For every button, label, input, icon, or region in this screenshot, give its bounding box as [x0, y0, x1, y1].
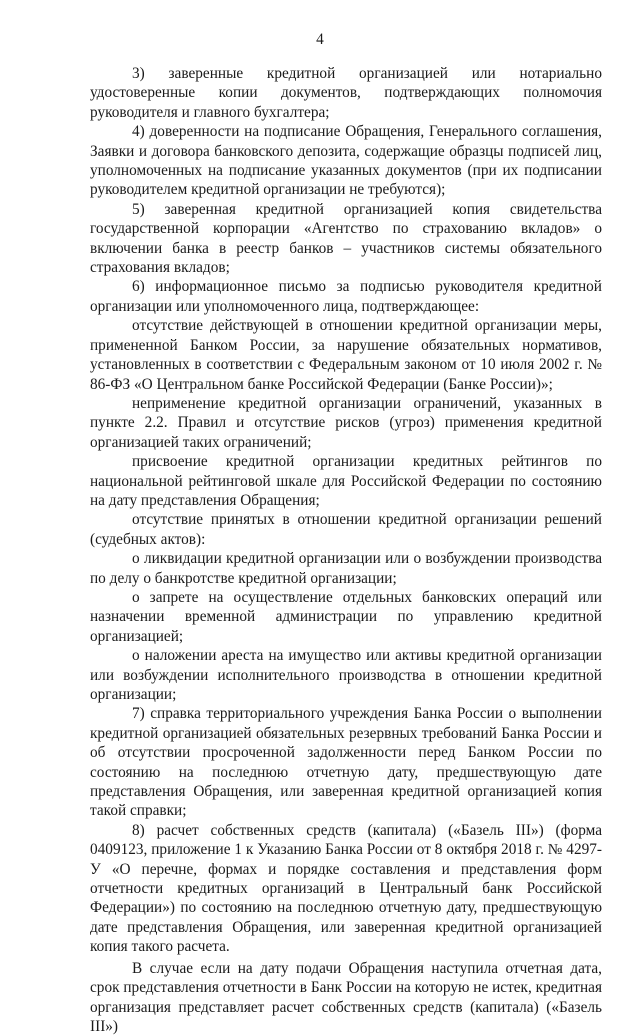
- paragraph-ratings: присвоение кредитной организации кредитных рейтингов по национальной рейтинговой шкале для Российской Федерации по состоянию на дату представления Обращения;: [90, 453, 602, 509]
- paragraph-item-8: 8) расчет собственных средств (капитала) («Базель III») (форма 0409123, приложение 1 к Указанию Банка России от 8 октября 2018 г. № 4297-У «О перечне, формах и порядке составления и представления форм отчетности кредитных организаций в Центральный банк Российской Федерации») по состоянию на последнюю отчетную дату, предшествующую дате представления Обращения, или заверенная кредитной организацией копия такого расчета.: [90, 821, 602, 956]
- paragraph-no-measures: отсутствие действующей в отношении кредитной организации меры, примененной Банком России, за нарушение обязательных нормативов, установленных в соответствии с Федеральным законом от 10 июля 2002 г. № 86-ФЗ «О Центральном банке Российской Федерации (Банке России)»;: [90, 317, 602, 393]
- paragraph-item-7: 7) справка территориального учреждения Банка России о выполнении кредитной организацией обязательных резервных требований Банка России и об отсутствии просроченной задолженности перед Банком России по состоянию на последнюю отчетную дату, предшествующую дате представления Обращения, или заверенная кредитной организацией копия такой справки;: [90, 705, 602, 820]
- paragraph-item-4: 4) доверенности на подписание Обращения, Генерального соглашения, Заявки и договора банковского депозита, содержащие образцы подписей лиц, уполномоченных на подписание указанных документов (при их подписании руководителем кредитной организации не требуются);: [90, 123, 602, 199]
- paragraph-item-5: 5) заверенная кредитной организацией копия свидетельства государственной корпорации «Агентство по страхованию вкладов» о включении банка в реестр банков – участников системы обязательного страхования вкладов;: [90, 200, 602, 277]
- paragraph-arrest: о наложении ареста на имущество или активы кредитной организации или возбуждении исполнительного производства в отношении кредитной организации;: [90, 647, 602, 703]
- document-body: [90, 64, 602, 1036]
- paragraph-no-decisions: отсутствие принятых в отношении кредитной организации решений (судебных актов):: [90, 511, 602, 548]
- paragraph-ban-operations: о запрете на осуществление отдельных банковских операций или назначении временной администрации по управлению кредитной организацией;: [90, 588, 602, 645]
- paragraph-item-3: 3) заверенные кредитной организацией или нотариально удостоверенные копии документов, подтверждающих полномочия руководителя и главного бухгалтера;: [90, 65, 602, 121]
- paragraph-reporting-date: В случае если на дату подачи Обращения наступила отчетная дата, срок представления отчетности в Банк России на которую не истек, кредитная организация представляет расчет собственных средств (капитала) («Базель III»): [90, 959, 602, 1035]
- paragraph-liquidation: о ликвидации кредитной организации или о возбуждении производства по делу о банкротстве кредитной организации;: [90, 550, 602, 587]
- page-number: 4: [316, 31, 324, 48]
- paragraph-item-6: 6) информационное письмо за подписью руководителя кредитной организации или уполномоченного лица, подтверждающее:: [90, 278, 602, 315]
- paragraph-no-restrictions: неприменение кредитной организации ограничений, указанных в пункте 2.2. Правил и отсутствие рисков (угроз) применения кредитной организацией таких ограничений;: [90, 394, 602, 451]
